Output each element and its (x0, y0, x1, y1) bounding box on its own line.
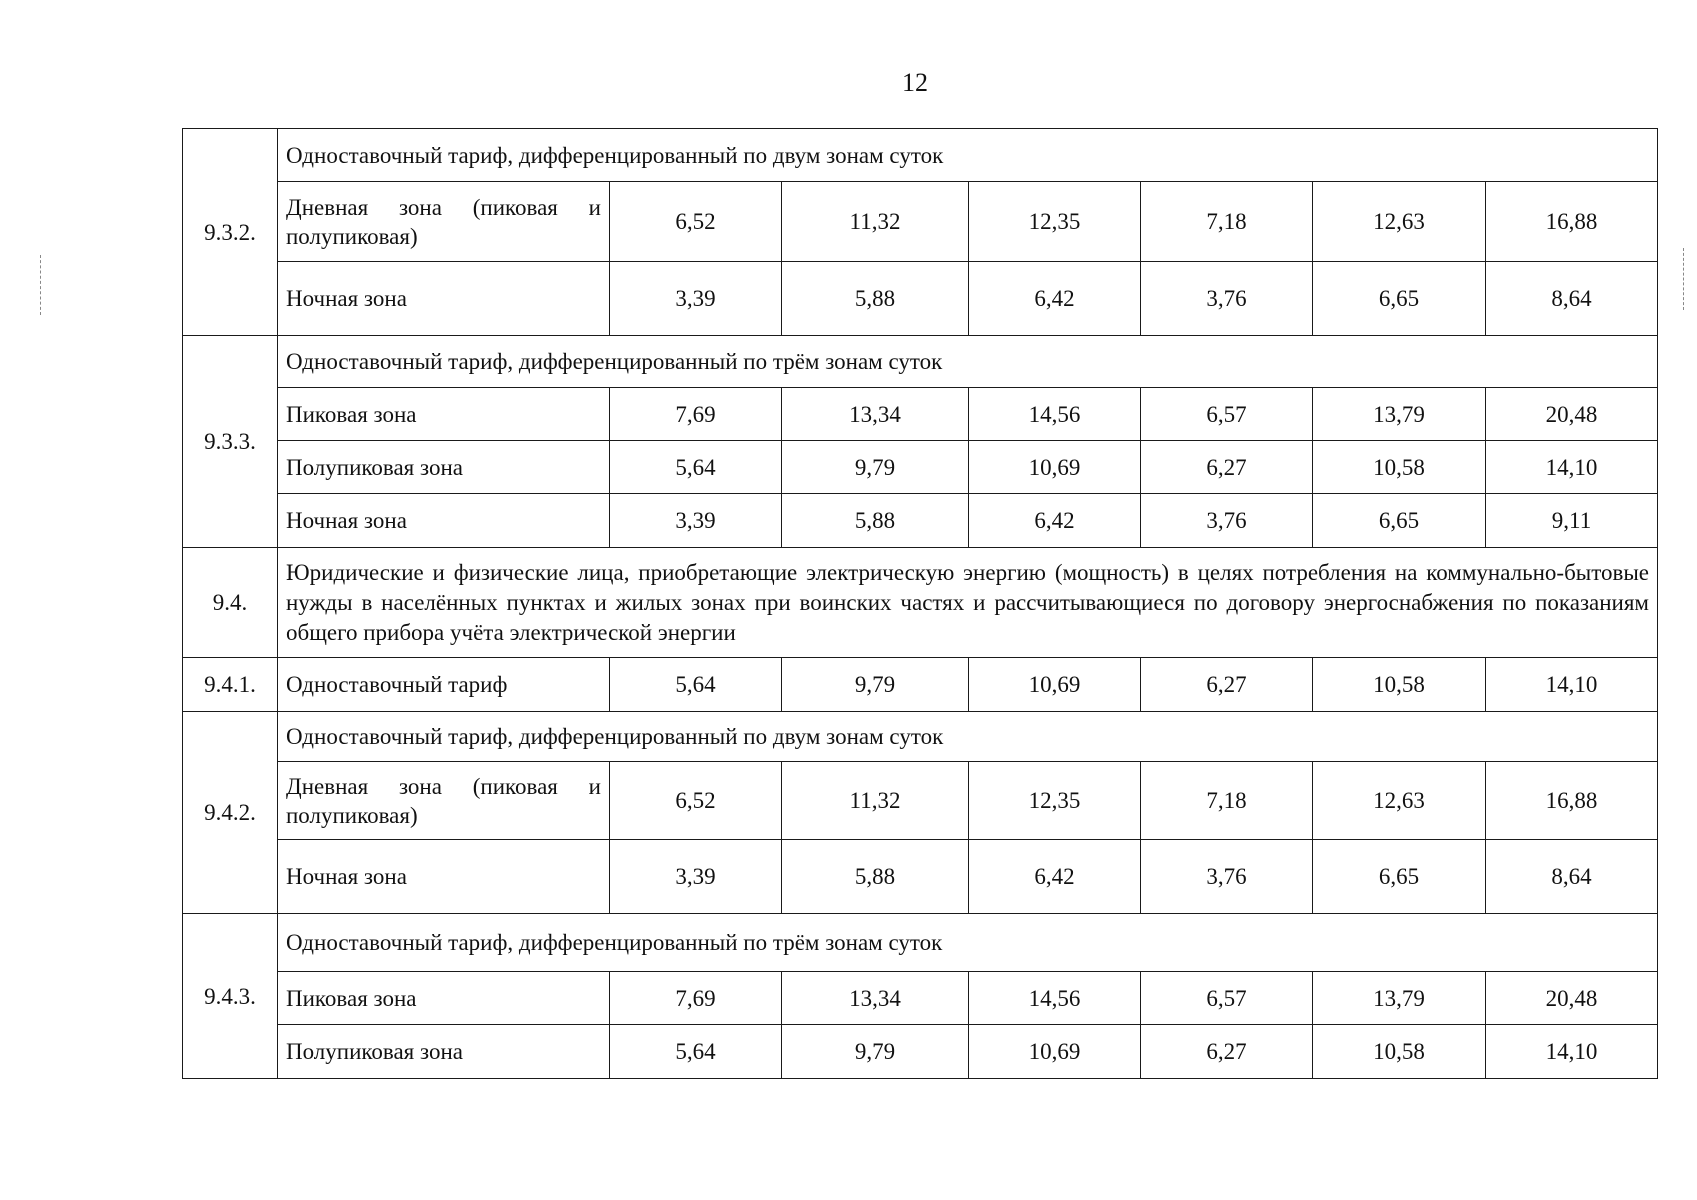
table-row (183, 658, 1658, 712)
table-cell: 10,69 (969, 441, 1141, 494)
table-row (183, 972, 1658, 1025)
table-cell: 14,10 (1486, 441, 1658, 494)
row-code: 9.3.3. (183, 336, 278, 548)
table-cell: 12,63 (1313, 762, 1486, 840)
table-cell: 5,64 (610, 1025, 782, 1079)
row-label-night-zone: Ночная зона (278, 262, 610, 336)
table-cell: 13,34 (782, 388, 969, 441)
row-label-half-peak-zone: Полупиковая зона (278, 1025, 610, 1079)
table-cell: 6,42 (969, 494, 1141, 548)
subheading-two-zone: Одноставочный тариф, дифференцированный по двум зонам суток (278, 129, 1658, 182)
table-cell: 20,48 (1486, 388, 1658, 441)
scan-artifact-right (1683, 248, 1684, 310)
table-row (183, 840, 1658, 914)
table-cell: 6,65 (1313, 262, 1486, 336)
table-cell: 5,88 (782, 494, 969, 548)
table-cell: 6,27 (1141, 658, 1313, 712)
table-row (183, 129, 1658, 182)
scan-artifact-left (40, 255, 41, 315)
table-cell: 5,64 (610, 658, 782, 712)
table-cell: 5,88 (782, 262, 969, 336)
row-label-night-zone: Ночная зона (278, 494, 610, 548)
table-cell: 14,56 (969, 388, 1141, 441)
table-row (183, 262, 1658, 336)
table-row (183, 388, 1658, 441)
row-code: 9.4. (183, 548, 278, 658)
table-row (183, 182, 1658, 262)
table-cell: 12,63 (1313, 182, 1486, 262)
table-cell: 13,79 (1313, 972, 1486, 1025)
table-cell: 9,11 (1486, 494, 1658, 548)
table-cell: 9,79 (782, 441, 969, 494)
table-cell: 14,10 (1486, 658, 1658, 712)
table-cell: 7,69 (610, 972, 782, 1025)
table-cell: 6,65 (1313, 494, 1486, 548)
subheading-three-zone: Одноставочный тариф, дифференцированный по трём зонам суток (278, 336, 1658, 388)
table-cell: 16,88 (1486, 762, 1658, 840)
table-cell: 9,79 (782, 1025, 969, 1079)
table-cell: 11,32 (782, 762, 969, 840)
row-label-day-zone: Дневная зона (пиковая и полупиковая) (278, 762, 610, 840)
category-description: Юридические и физические лица, приобретающие электрическую энергию (мощность) в целях потребления на коммунально-бытовые нужды в населённых пунктах и жилых зонах при воинских частях и рассчитывающиеся по договору энергоснабжения по показаниям общего прибора учёта электрической энергии (278, 548, 1658, 658)
table-cell: 14,10 (1486, 1025, 1658, 1079)
table-cell: 7,18 (1141, 762, 1313, 840)
table-cell: 3,76 (1141, 494, 1313, 548)
row-label-peak-zone: Пиковая зона (278, 972, 610, 1025)
table-cell: 13,79 (1313, 388, 1486, 441)
table-cell: 6,27 (1141, 1025, 1313, 1079)
table-cell: 6,27 (1141, 441, 1313, 494)
table-row (183, 548, 1658, 658)
table-cell: 7,18 (1141, 182, 1313, 262)
table-cell: 3,39 (610, 840, 782, 914)
table-cell: 8,64 (1486, 840, 1658, 914)
table-cell: 6,42 (969, 840, 1141, 914)
table-cell: 9,79 (782, 658, 969, 712)
table-cell: 8,64 (1486, 262, 1658, 336)
table-cell: 10,58 (1313, 1025, 1486, 1079)
table-cell: 11,32 (782, 182, 969, 262)
table-cell: 20,48 (1486, 972, 1658, 1025)
subheading-two-zone: Одноставочный тариф, дифференцированный по двум зонам суток (278, 712, 1658, 762)
table-cell: 16,88 (1486, 182, 1658, 262)
table-row (183, 336, 1658, 388)
row-label-peak-zone: Пиковая зона (278, 388, 610, 441)
row-label-night-zone: Ночная зона (278, 840, 610, 914)
table-cell: 3,39 (610, 494, 782, 548)
table-cell: 6,57 (1141, 388, 1313, 441)
row-label-day-zone: Дневная зона (пиковая и полупиковая) (278, 182, 610, 262)
table-cell: 6,65 (1313, 840, 1486, 914)
table-row (183, 494, 1658, 548)
table-cell: 6,52 (610, 762, 782, 840)
table-cell: 3,39 (610, 262, 782, 336)
table-cell: 5,88 (782, 840, 969, 914)
table-cell: 14,56 (969, 972, 1141, 1025)
table-cell: 12,35 (969, 762, 1141, 840)
table-row (183, 914, 1658, 972)
table-cell: 10,58 (1313, 658, 1486, 712)
row-code: 9.4.2. (183, 712, 278, 914)
subheading-three-zone: Одноставочный тариф, дифференцированный по трём зонам суток (278, 914, 1658, 972)
table-cell: 3,76 (1141, 262, 1313, 336)
table-cell: 5,64 (610, 441, 782, 494)
table-cell: 12,35 (969, 182, 1141, 262)
table-cell: 6,52 (610, 182, 782, 262)
tariff-table (182, 128, 1658, 1079)
table-cell: 6,57 (1141, 972, 1313, 1025)
table-cell: 10,69 (969, 1025, 1141, 1079)
table-cell: 10,69 (969, 658, 1141, 712)
table-row (183, 712, 1658, 762)
table-row (183, 762, 1658, 840)
row-code: 9.3.2. (183, 129, 278, 336)
row-label-single-rate: Одноставочный тариф (278, 658, 610, 712)
table-cell: 3,76 (1141, 840, 1313, 914)
row-code: 9.4.1. (183, 658, 278, 712)
row-code: 9.4.3. (183, 914, 278, 1079)
table-cell: 7,69 (610, 388, 782, 441)
table-cell: 13,34 (782, 972, 969, 1025)
table-cell: 10,58 (1313, 441, 1486, 494)
table-row (183, 441, 1658, 494)
row-label-half-peak-zone: Полупиковая зона (278, 441, 610, 494)
table-row (183, 1025, 1658, 1079)
table-cell: 6,42 (969, 262, 1141, 336)
page-number: 12 (902, 68, 928, 97)
